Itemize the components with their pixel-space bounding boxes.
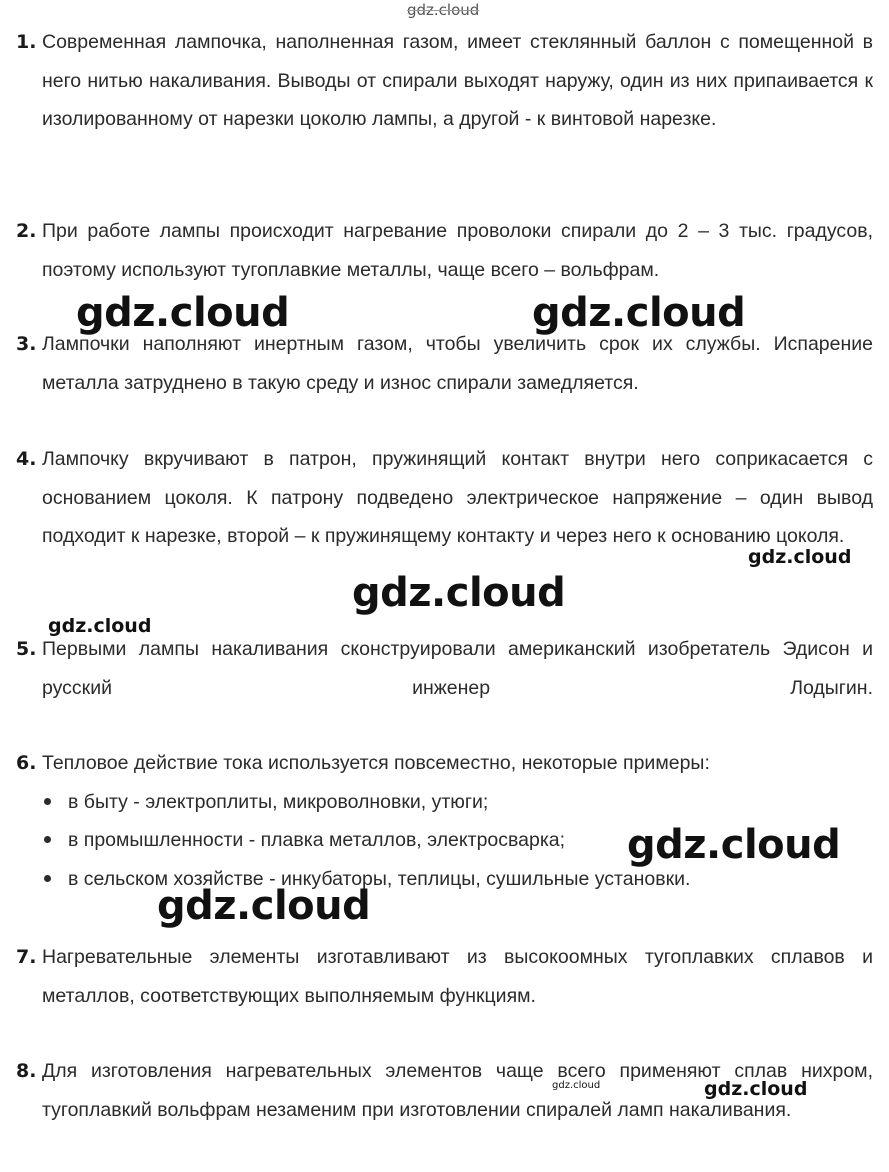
answer-number: 7. [16,946,37,968]
answer-text: Лампочку вкручивают в патрон, пружинящий контакт внутри него соприкасается с основанием цоколя. К патрону подведено электрическое напряжение – один вывод подходит к нарезке, второй – к пружинящему контакту и через него к основанию цоколя. [42,448,873,547]
answer-6 [16,744,873,898]
answer-number: 5. [16,638,37,660]
answer-text: Для изготовления нагревательных элементов чаще всего применяют сплав нихром, тугоплавкий вольфрам незаменим при изготовлении спиралей ламп накаливания. [42,1060,873,1121]
answer-text [42,630,873,707]
answer-7 [16,938,873,1015]
answer-number: 1. [16,31,37,53]
answer-number: 2. [16,220,37,242]
answer-2 [16,212,873,289]
answer-text: Лампочки наполняют инертным газом, чтобы увеличить срок их службы. Испарение металла затруднено в такую среду и износ спирали замедляется. [42,333,873,394]
watermark: gdz.cloud [76,290,290,336]
bullet-icon [44,798,51,805]
list-item-text: в промышленности - плавка металлов, электросварка; [68,829,566,851]
watermark: gdz.cloud [48,615,152,637]
answer-text: Тепловое действие тока используется повсеместно, некоторые примеры: [42,752,710,774]
watermark: gdz.cloud [532,290,746,336]
list-item-text: в быту - электроплиты, микроволновки, утюги; [68,790,489,813]
watermark: gdz.cloud [704,1078,808,1100]
list-item-text: в сельском хозяйстве - инкубаторы, теплицы, сушильные установки. [68,867,691,890]
bullet-icon [44,836,51,843]
answer-text: Современная лампочка, наполненная газом, имеет стеклянный баллон с помещенной в него нитью накаливания. Выводы от спирали выходят наружу, один из них припаивается к изолированному от нарезки цоколю лампы, а другой - к винтовой нарезке. [42,31,873,130]
list-item [42,783,873,822]
answer-1 [16,23,873,139]
answer-number: 3. [16,333,37,355]
answer-number: 6. [16,752,37,774]
watermark: gdz.cloud [352,570,566,616]
watermark-top: gdz.cloud [407,1,480,19]
bullet-icon [44,875,51,882]
answer-3 [16,325,873,402]
answer-number: 8. [16,1060,37,1082]
watermark: gdz.cloud [748,546,852,568]
watermark: gdz.cloud [157,883,371,929]
answer-number: 4. [16,448,37,470]
answer-text-content: Первыми лампы накаливания сконструировали американский изобретатель Эдисон и русский инженер Лодыгин. [42,638,873,699]
answer-5 [16,630,873,707]
answer-text: Нагревательные элементы изготавливают из высокоомных тугоплавких сплавов и металлов, соответствующих выполняемым функциям. [42,946,873,1007]
answer-text: При работе лампы происходит нагревание проволоки спирали до 2 – 3 тыс. градусов, поэтому используют тугоплавкие металлы, чаще всего – вольфрам. [42,220,873,281]
watermark: gdz.cloud [627,822,841,868]
answer-4 [16,440,873,556]
watermark: gdz.cloud [552,1080,601,1091]
